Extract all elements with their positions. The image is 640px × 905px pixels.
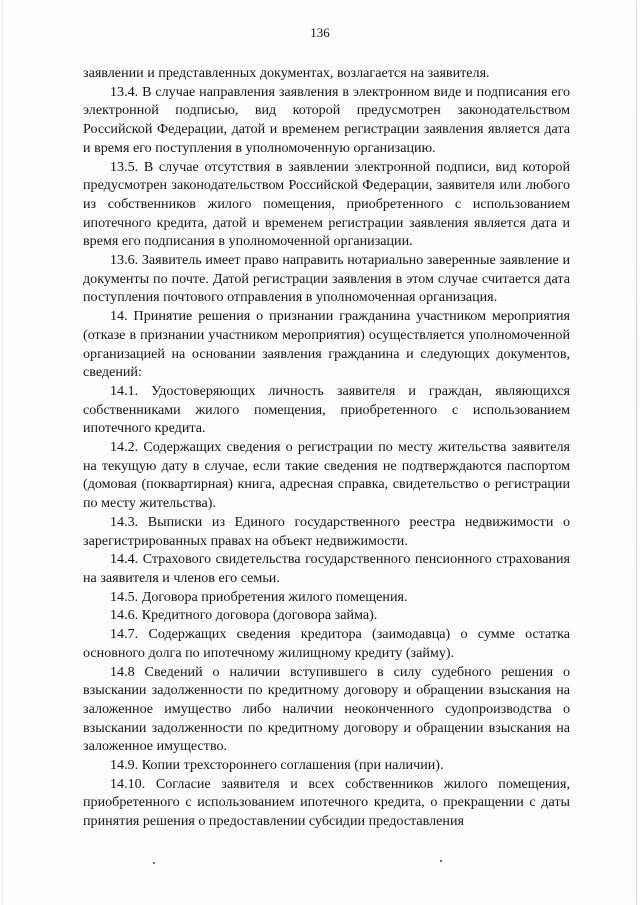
scan-edge-left <box>2 0 3 905</box>
paragraph-14-9: 14.9. Копии трехстороннего соглашения (при наличии). <box>110 757 444 774</box>
paragraph-14-4: 14.4. Страхового свидетельства государственного пенсионного страхования на заявителя и членов его семьи. <box>83 551 570 586</box>
paragraph-13-5: 13.5. В случае отсутствия в заявлении электронной подписи, вид которой предусмотрен законодательством Российской Федерации, заявителя или любого из собственников жилого помещения, приобретенного с использованием ипотечного кредита, датой и временем регистрации заявления является дата и время его подписания в уполномоченной организации. <box>83 158 570 250</box>
paragraph-14-5: 14.5. Договора приобретения жилого помещения. <box>110 588 408 605</box>
paragraph-14-1: 14.1. Удостоверяющих личность заявителя и граждан, являющихся собственниками жилого помещения, приобретенного с использованием ипотечного кредита. <box>83 382 570 437</box>
paragraph-14-6: 14.6. Кредитного договора (договора займа). <box>110 607 378 624</box>
paragraph-14-8: 14.8 Сведений о наличии вступившего в силу судебного решения о взыскании задолженности по кредитному договору и обращении взыскания на заложенное имущество либо наличии неоконченного судопроизводства о взыскании задолженности по кредитному договору и обращении взыскания на заложенное имущество. <box>83 663 570 755</box>
paragraph-14-10: 14.10. Согласие заявителя и всех собственников жилого помещения, приобретенного с использованием ипотечного кредита, о прекращении с даты принятия решения о предоставлении субсидии предоставления <box>83 775 570 830</box>
paragraph-13-4: 13.4. В случае направления заявления в электронном виде и подписания его электронной подписью, вид которой предусмотрен законодательством Российской Федерации, датой и временем регистрации заявления является дата и время его поступления в уполномоченную организацию. <box>83 83 570 156</box>
scan-edge-right <box>636 0 637 905</box>
paragraph-continuation: заявлении и представленных документах, возлагается на заявителя. <box>83 65 490 81</box>
document-body <box>83 64 570 831</box>
paragraph-14: 14. Принятие решения о признании гражданина участником мероприятия (отказе в признании участником мероприятия) осуществляется уполномоченной организацией на основании заявления гражданина и следующих документов, сведений: <box>83 308 570 381</box>
scan-speck <box>440 860 442 862</box>
paragraph-14-3: 14.3. Выписки из Единого государственного реестра недвижимости о зарегистрированных правах на объект недвижимости. <box>83 513 570 549</box>
paragraph-14-7: 14.7. Содержащих сведения кредитора (заимодавца) о сумме остатка основного долга по ипотечному жилищному кредиту (займу). <box>83 626 570 661</box>
scan-speck <box>153 862 155 864</box>
paragraph-13-6: 13.6. Заявитель имеет право направить нотариально заверенные заявление и документы по почте. Датой регистрации заявления в этом случае считается дата поступления почтового отправления в уполномоченная организация. <box>83 252 570 306</box>
page-number: 136 <box>310 25 330 40</box>
paragraph-14-2: 14.2. Содержащих сведения о регистрации по месту жительства заявителя на текущую дату в случае, если такие сведения не подтверждаются паспортом (домовая (поквартирная) книга, адресная справка, свидетельство о регистрации по месту жительства). <box>83 439 570 512</box>
